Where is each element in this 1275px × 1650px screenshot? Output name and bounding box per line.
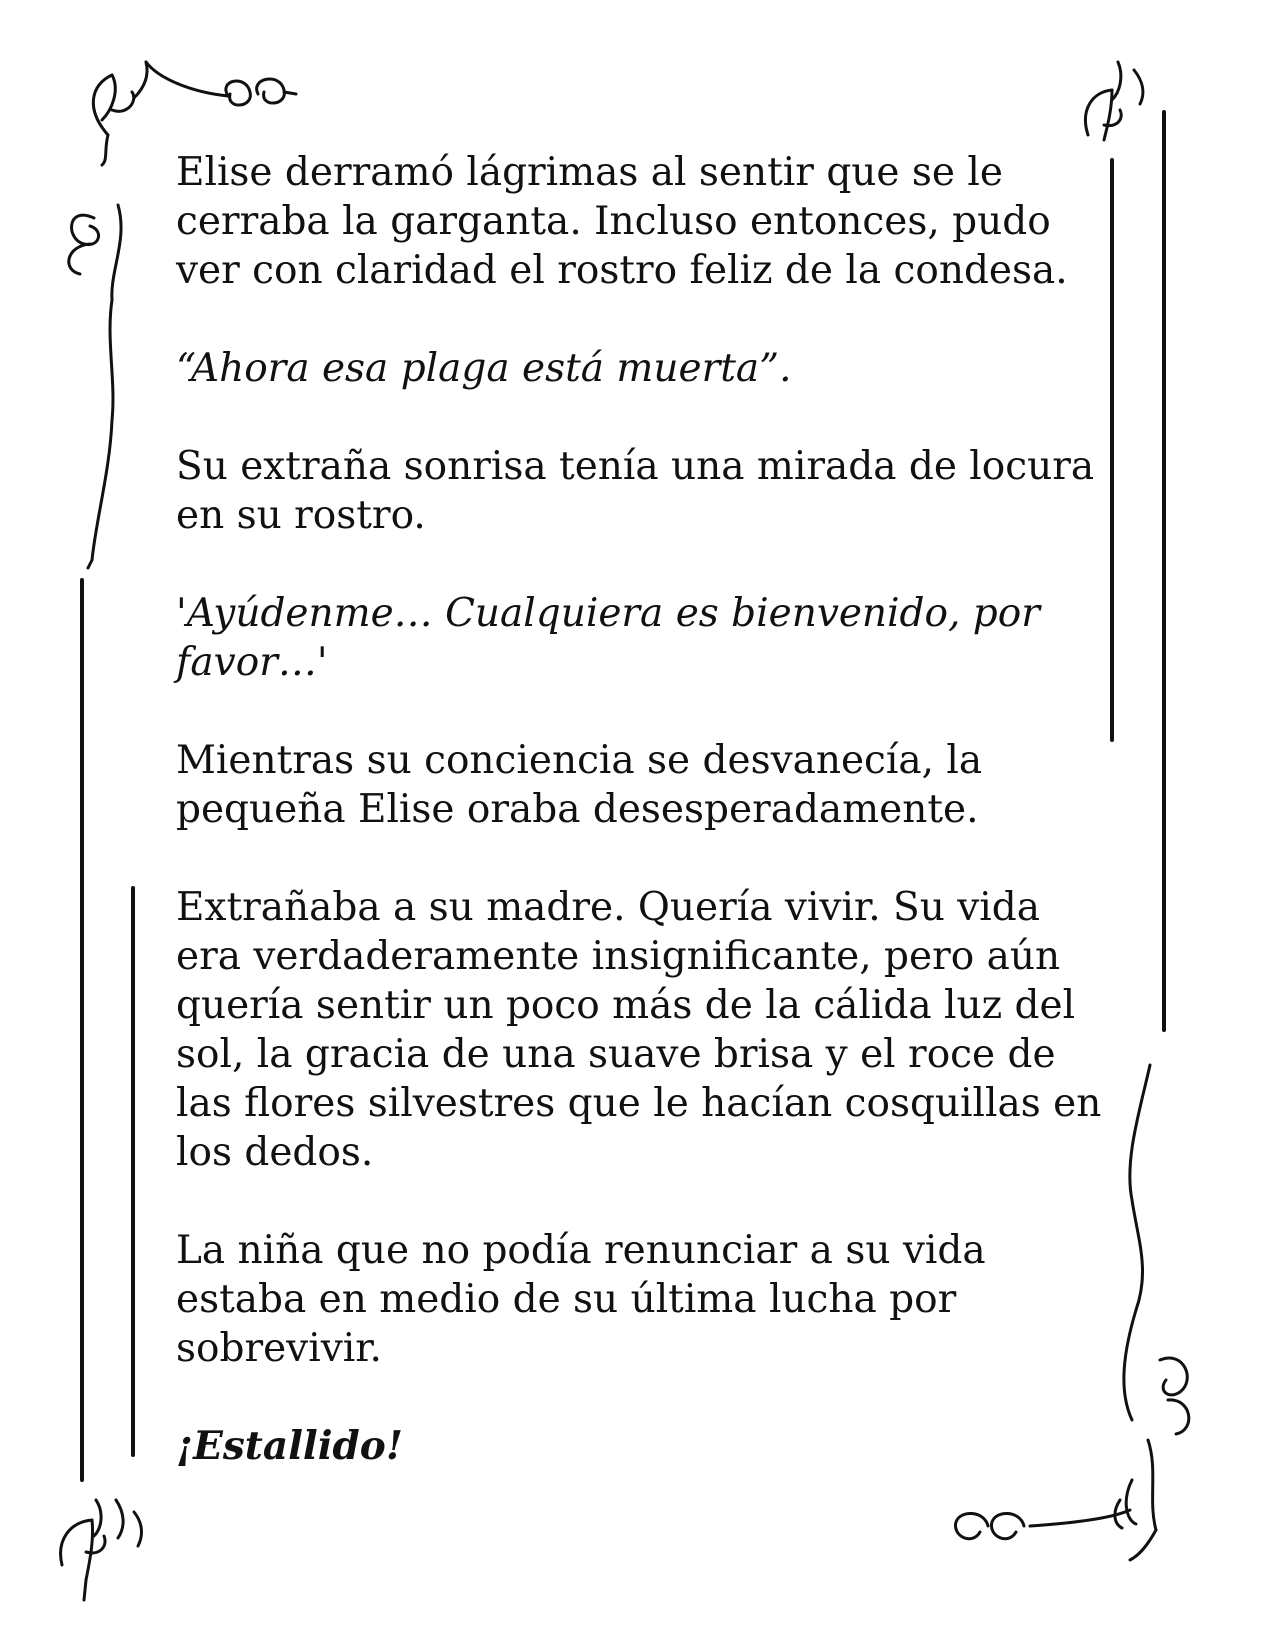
paragraph-6: Extrañaba a su madre. Quería vivir. Su vida era verdaderamente insignificante, pero aún quería sentir un poco más de la cálida luz del sol, la gracia de una suave brisa y el roce de las flores silvestres que le hacían cosquillas en los dedos. <box>176 885 1102 1175</box>
paragraph-7: La niña que no podía renunciar a su vida estaba en medio de su última lucha por sobrevivir. <box>176 1228 986 1371</box>
paragraph-5: Mientras su conciencia se desvanecía, la pequeña Elise oraba desesperadamente. <box>176 738 983 832</box>
flourish-bottom-left-icon <box>61 1500 142 1600</box>
flourish-top-right-icon <box>1085 62 1142 140</box>
paragraph-1: Elise derramó lágrimas al sentir que se le cerraba la garganta. Incluso entonces, pudo ver con claridad el rostro feliz de la condesa. <box>176 150 1068 293</box>
paragraph-3: Su extraña sonrisa tenía una mirada de locura en su rostro. <box>176 444 1095 538</box>
paragraph-2-quote: “Ahora esa plaga está muerta”. <box>176 346 792 391</box>
story-text <box>176 148 1106 1520</box>
paragraph-8-sound-effect: ¡Estallido! <box>176 1423 403 1469</box>
paragraph-4-thought: 'Ayúdenme… Cualquiera es bienvenido, por favor…' <box>176 591 1040 685</box>
